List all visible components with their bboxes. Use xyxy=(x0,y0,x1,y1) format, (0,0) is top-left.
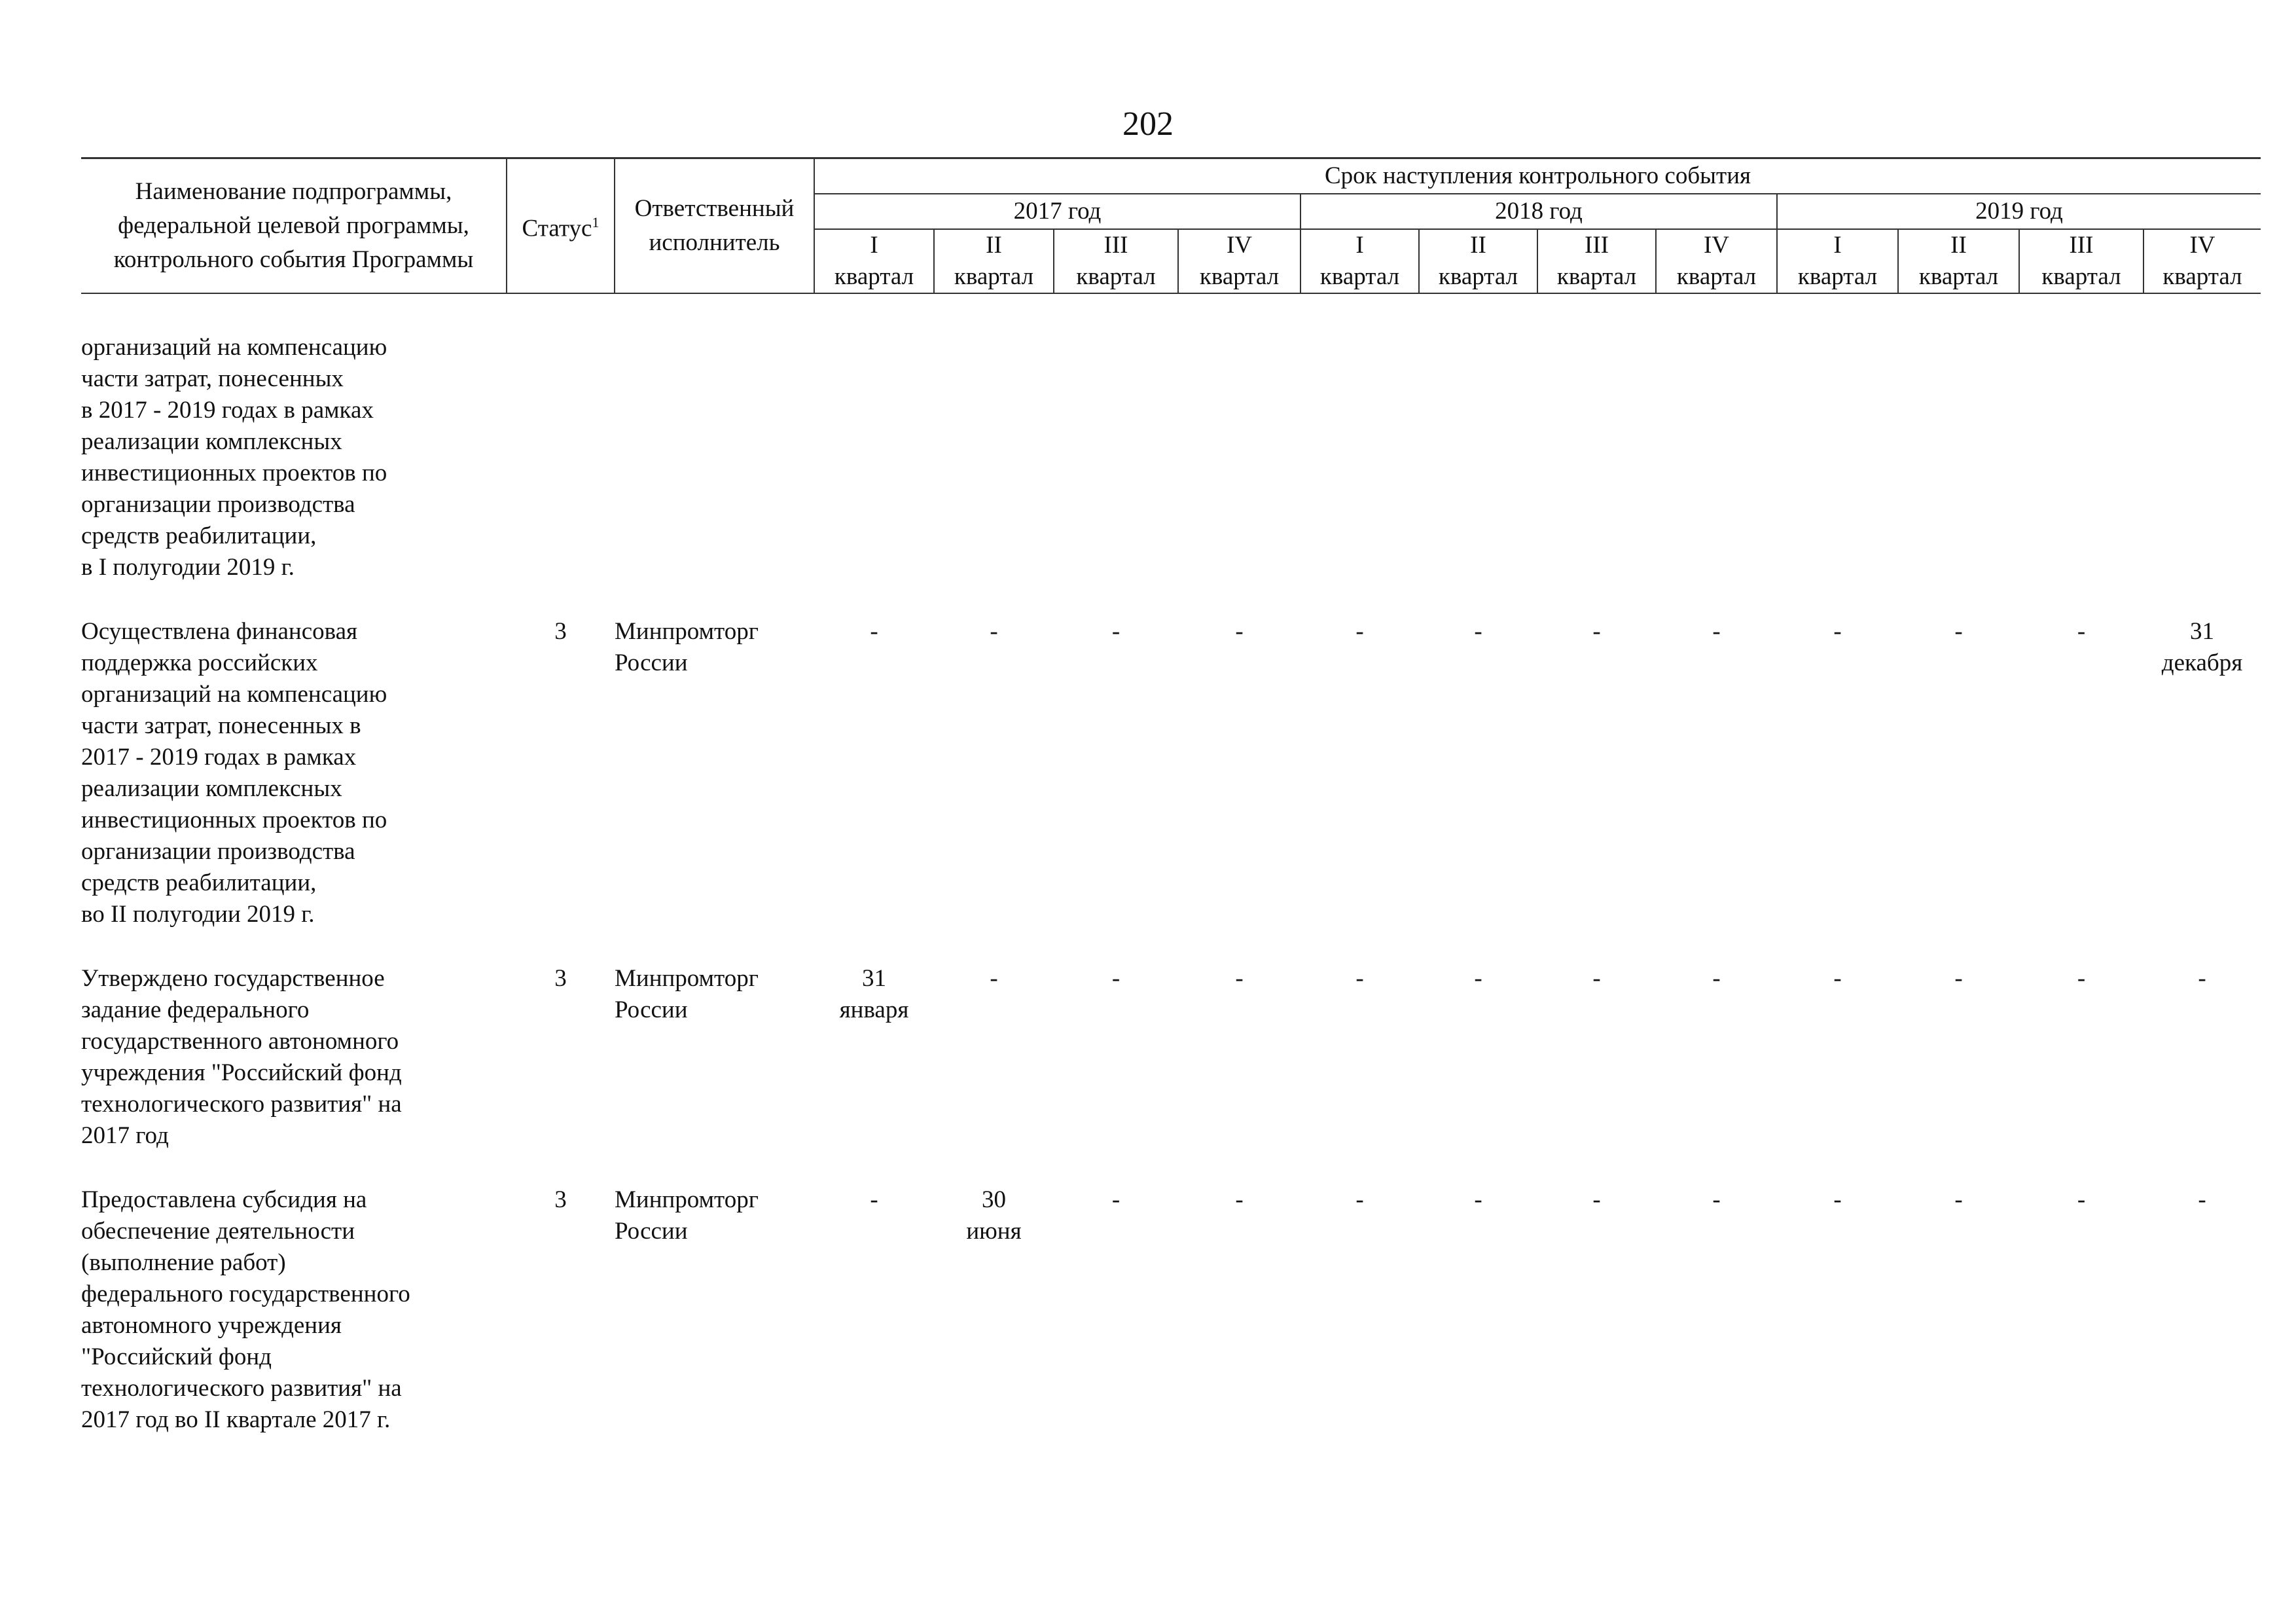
quarter-cell: - xyxy=(1954,1186,1963,1213)
quarter-cell: 31 января xyxy=(839,965,909,1023)
quarter-word: квартал xyxy=(1319,263,1400,290)
quarter-numeral: II xyxy=(986,232,1002,259)
quarter-word: квартал xyxy=(1199,263,1280,290)
table-header xyxy=(81,158,2261,294)
quarter-cell: - xyxy=(1111,965,1121,992)
quarter-cell: - xyxy=(1235,618,1244,645)
quarter-cell xyxy=(814,332,934,583)
quarter-word: квартал xyxy=(2162,263,2242,290)
event-status: 3 xyxy=(554,965,567,992)
quarter-cell: - xyxy=(1474,1186,1482,1213)
header-year-2017: 2017 год xyxy=(814,194,1300,229)
event-executor: Минпромторг России xyxy=(615,965,759,1023)
header-quarter xyxy=(1054,229,1178,293)
table-row xyxy=(81,963,2261,1152)
quarter-cell xyxy=(934,332,1054,583)
event-executor xyxy=(615,332,814,583)
quarter-cell: - xyxy=(2077,965,2086,992)
quarter-cell: 30 июня xyxy=(966,1186,1022,1245)
header-quarter xyxy=(1300,229,1419,293)
header-quarter xyxy=(2144,229,2261,293)
quarter-cell: - xyxy=(1592,618,1601,645)
quarter-numeral: II xyxy=(1470,232,1486,259)
event-status: 3 xyxy=(554,1186,567,1213)
quarter-cell: - xyxy=(2077,1186,2086,1213)
quarter-cell: - xyxy=(1712,1186,1721,1213)
header-deadline: Срок наступления контрольного события xyxy=(814,158,2261,194)
header-quarter xyxy=(814,229,934,293)
quarter-cell: - xyxy=(1111,1186,1121,1213)
quarter-cell: - xyxy=(1833,618,1842,645)
quarter-cell xyxy=(1178,332,1300,583)
quarter-cell xyxy=(2019,332,2144,583)
quarter-cell xyxy=(2144,332,2261,583)
table-body xyxy=(81,293,2261,1436)
event-status: 3 xyxy=(554,618,567,645)
quarter-cell: - xyxy=(1592,1186,1601,1213)
event-name: организаций на компенсацию части затрат, понесенных в 2017 - 2019 годах в рамках реализации комплексных инвестиционных проектов по организации производства средств реабилитации, в I полугодии 2019 г. xyxy=(81,334,387,581)
control-events-table xyxy=(81,157,2261,1436)
quarter-cell: - xyxy=(870,618,878,645)
header-quarter xyxy=(1537,229,1656,293)
quarter-cell: - xyxy=(1592,965,1601,992)
quarter-cell: - xyxy=(990,618,998,645)
quarter-cell: - xyxy=(870,1186,878,1213)
event-executor: Минпромторг России xyxy=(615,1186,759,1245)
header-executor: Ответственный исполнитель xyxy=(615,158,814,294)
quarter-word: квартал xyxy=(1556,263,1637,290)
quarter-cell xyxy=(1898,332,2019,583)
quarter-cell xyxy=(1054,332,1178,583)
event-executor: Минпромторг России xyxy=(615,618,759,676)
quarter-word: квартал xyxy=(1438,263,1518,290)
quarter-cell: - xyxy=(2198,965,2206,992)
quarter-numeral: I xyxy=(1833,232,1842,259)
quarter-numeral: IV xyxy=(2189,232,2215,259)
quarter-cell: - xyxy=(1111,618,1121,645)
quarter-numeral: II xyxy=(1950,232,1967,259)
quarter-numeral: I xyxy=(870,232,878,259)
quarter-cell: - xyxy=(1712,618,1721,645)
event-name: Осуществлена финансовая поддержка российских организаций на компенсацию части затрат, понесенных в 2017 - 2019 годах в рамках реализации комплексных инвестиционных проектов по организации производства средств реабилитации, во II полугодии 2019 г. xyxy=(81,618,387,928)
quarter-cell: - xyxy=(1954,618,1963,645)
quarter-cell: - xyxy=(1474,618,1482,645)
quarter-word: квартал xyxy=(954,263,1034,290)
header-quarter xyxy=(1419,229,1537,293)
table-row xyxy=(81,332,2261,583)
header-year-2018: 2018 год xyxy=(1300,194,1777,229)
quarter-cell xyxy=(1777,332,1898,583)
quarter-word: квартал xyxy=(2041,263,2121,290)
quarter-cell: - xyxy=(1712,965,1721,992)
quarter-word: квартал xyxy=(1076,263,1156,290)
quarter-cell: - xyxy=(1355,618,1364,645)
header-quarter xyxy=(1656,229,1777,293)
quarter-cell xyxy=(1537,332,1656,583)
header-status: Статус$^1$ xyxy=(507,158,615,294)
header-name: Наименование подпрограммы, федеральной целевой программы, контрольного события Программы xyxy=(81,158,507,294)
quarter-numeral: I xyxy=(1355,232,1364,259)
quarter-cell: - xyxy=(1235,965,1244,992)
quarter-cell: 31 декабря xyxy=(2161,618,2243,676)
quarter-cell xyxy=(1656,332,1777,583)
event-status xyxy=(507,332,615,583)
quarter-cell: - xyxy=(990,965,998,992)
header-quarter xyxy=(1898,229,2019,293)
header-quarter xyxy=(934,229,1054,293)
header-quarter xyxy=(1777,229,1898,293)
quarter-cell: - xyxy=(2077,618,2086,645)
header-quarter xyxy=(1178,229,1300,293)
quarter-cell: - xyxy=(1235,1186,1244,1213)
quarter-cell: - xyxy=(1833,1186,1842,1213)
header-year-2019: 2019 год xyxy=(1777,194,2261,229)
quarter-cell: - xyxy=(1355,1186,1364,1213)
quarter-numeral: III xyxy=(1585,232,1609,259)
event-name: Утверждено государственное задание федерального государственного автономного учреждения "Российский фонд технологического развития" на 2017 год xyxy=(81,965,402,1149)
quarter-word: квартал xyxy=(1676,263,1757,290)
quarter-cell: - xyxy=(1833,965,1842,992)
quarter-cell: - xyxy=(1474,965,1482,992)
quarter-word: квартал xyxy=(1797,263,1878,290)
quarter-cell xyxy=(1300,332,1419,583)
quarter-numeral: IV xyxy=(1226,232,1253,259)
quarter-numeral: IV xyxy=(1703,232,1730,259)
event-name: Предоставлена субсидия на обеспечение деятельности (выполнение работ) федерального государственного автономного учреждения "Российский фонд технологического развития" на 2017 год во II квартале 2017 г. xyxy=(81,1186,410,1433)
quarter-word: квартал xyxy=(834,263,914,290)
quarter-numeral: III xyxy=(2069,232,2094,259)
table-row xyxy=(81,616,2261,930)
page-number: 202 xyxy=(1122,105,1174,143)
quarter-word: квартал xyxy=(1918,263,1999,290)
header-quarter xyxy=(2019,229,2144,293)
quarter-cell: - xyxy=(1954,965,1963,992)
quarter-cell: - xyxy=(1355,965,1364,992)
quarter-numeral: III xyxy=(1103,232,1128,259)
quarter-cell: - xyxy=(2198,1186,2206,1213)
quarter-cell xyxy=(1419,332,1537,583)
table-row xyxy=(81,1184,2261,1436)
